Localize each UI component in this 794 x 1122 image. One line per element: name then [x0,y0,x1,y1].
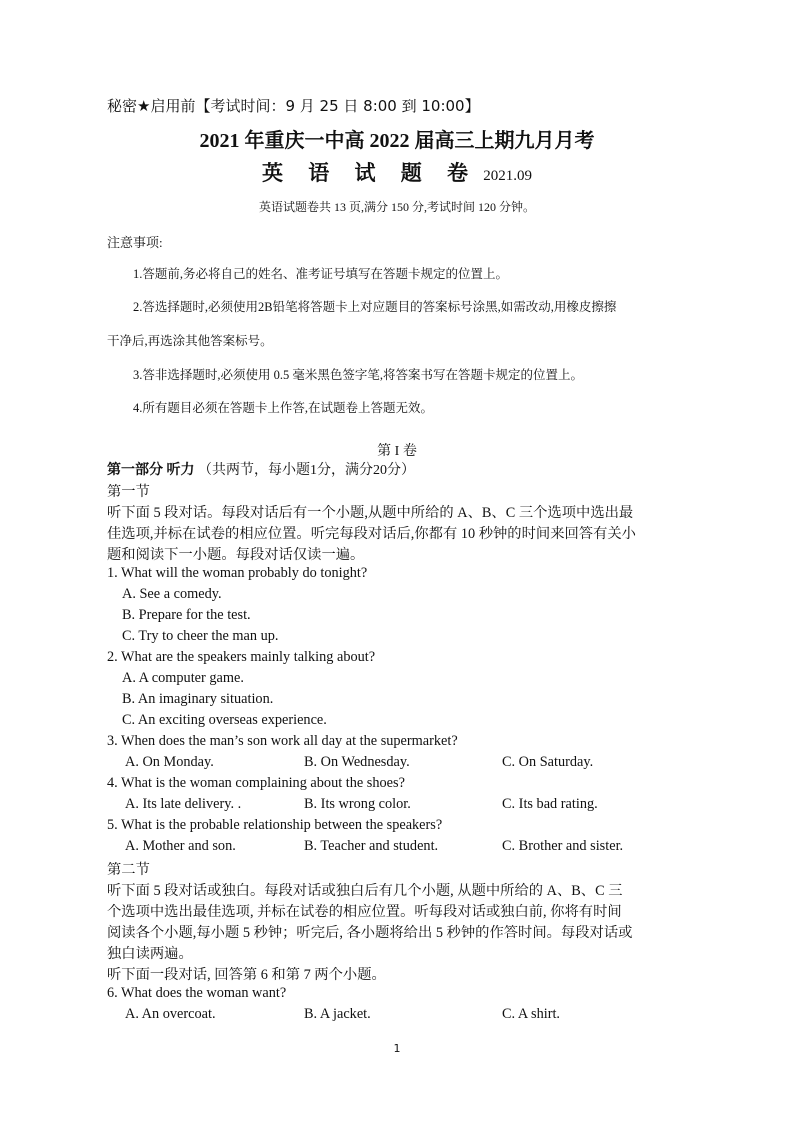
part1-title: 第一部分 听力 [107,463,195,478]
question-1-option-a: A. See a comedy. [122,586,222,602]
section1-instruction-1: 听下面 5 段对话。每段对话后有一个小题,从题中所给的 A、B、C 三个选项中选出最 [107,505,634,521]
section2-instruction-5: 听下面一段对话, 回答第 6 和第 7 两个小题。 [107,967,386,983]
question-6-stem: 6. What does the woman want? [107,985,287,1001]
volume-heading: 第 I 卷 [377,444,417,459]
question-5-option-b: B. Teacher and student. [304,838,439,854]
question-2-stem: 2. What are the speakers mainly talking about? [107,649,376,665]
question-2-option-b: B. An imaginary situation. [122,691,274,707]
part1-heading [107,459,415,479]
notice-heading: 注意事项: [107,235,163,250]
question-3-option-c: C. On Saturday. [502,754,594,770]
section2-instruction-4: 独白读两遍。 [107,946,193,962]
question-3-option-b: B. On Wednesday. [304,754,410,770]
question-5-stem: 5. What is the probable relationship between the speakers? [107,817,443,833]
section2-instruction-3: 阅读各个小题,每小题 5 秒钟；听完后, 各小题将给出 5 秒钟的作答时间。每段对话或 [107,925,633,941]
notice-item-3: 3.答非选择题时,必须使用 0.5 毫米黑色签字笔,将答案书写在答题卡规定的位置上。 [133,368,584,382]
subject-title: 英 语 试 题 卷 [262,161,478,185]
question-6-option-c: C. A shirt. [502,1006,560,1022]
notice-item-2: 2.答选择题时,必须使用2B铅笔将答题卡上对应题目的答案标号涂黑,如需改动,用橡皮擦擦 [133,300,617,314]
question-1-option-b: B. Prepare for the test. [122,607,251,623]
section2-instruction-2: 个选项中选出最佳选项, 并标在试卷的相应位置。听每段对话或独白前, 你将有时间 [107,904,622,920]
section1-instruction-3: 题和阅读下一小题。每段对话仅读一遍。 [107,547,365,563]
question-4-stem: 4. What is the woman complaining about the shoes? [107,775,405,791]
notice-item-4: 4.所有题目必须在答题卡上作答,在试题卷上答题无效。 [133,401,434,415]
notice-item-1: 1.答题前,务必将自己的姓名、准考证号填写在答题卡规定的位置上。 [133,267,509,281]
question-3-option-a: A. On Monday. [125,754,214,770]
question-2-option-c: C. An exciting overseas experience. [122,712,327,728]
part1-desc: （共两节，每小题1分，满分20分） [198,463,415,478]
exam-date: 2021.09 [483,168,532,184]
question-1-option-c: C. Try to cheer the man up. [122,628,279,644]
question-6-option-b: B. A jacket. [304,1006,371,1022]
section1-instruction-2: 佳选项,并标在试卷的相应位置。听完每段对话后,你都有 10 秒钟的时间来回答有关小 [107,526,636,542]
question-4-option-b: B. Its wrong color. [304,796,411,812]
exam-info: 英语试题卷共 13 页,满分 150 分,考试时间 120 分钟。 [258,200,535,214]
page-number: 1 [393,1042,401,1055]
section2-instruction-1: 听下面 5 段对话或独白。每段对话或独白后有几个小题, 从题中所给的 A、B、C 三 [107,883,623,899]
question-2-option-a: A. A computer game. [122,670,244,686]
question-3-stem: 3. When does the man’s son work all day at the supermarket? [107,733,458,749]
question-4-option-c: C. Its bad rating. [502,796,598,812]
section2-heading: 第二节 [107,862,150,878]
question-6-option-a: A. An overcoat. [125,1006,216,1022]
exam-secret-line: 秘密★启用前【考试时间：9 月 25 日 8:00 到 10:00】 [107,97,480,115]
question-4-option-a: A. Its late delivery. . [125,796,242,812]
question-5-option-c: C. Brother and sister. [502,838,624,854]
notice-item-2-cont: 干净后,再选涂其他答案标号。 [107,334,273,348]
question-5-option-a: A. Mother and son. [125,838,236,854]
section1-heading: 第一节 [107,484,150,500]
exam-subtitle [0,157,794,187]
question-1-stem: 1. What will the woman probably do tonight? [107,565,368,581]
exam-title: 2021 年重庆一中高 2022 届高三上期九月月考 [199,130,595,152]
